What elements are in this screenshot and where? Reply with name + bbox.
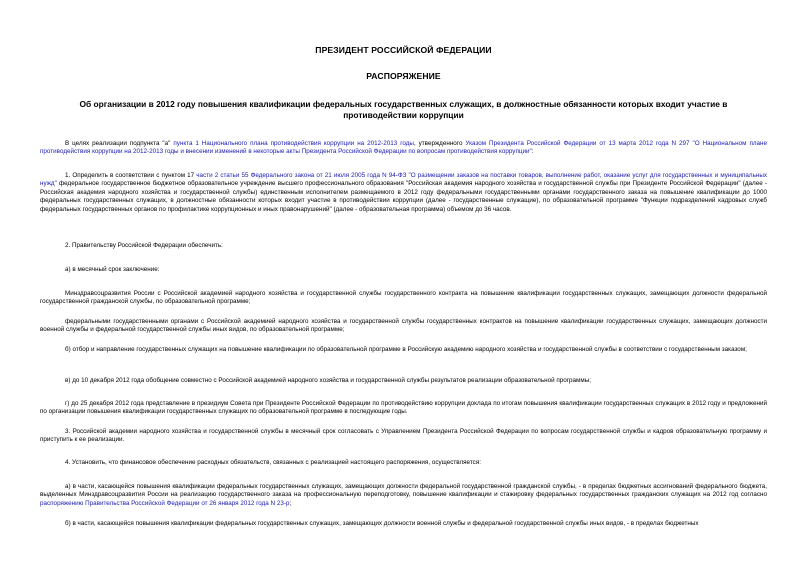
paragraph-4b: б) в части, касающейся повышения квалификации федеральных государственных служащих, замещающих должности военной службы и федеральной государственной службы иных видов, - в пределах бюджетных [65,520,699,527]
paragraph-4a [40,483,767,508]
national-plan-link[interactable]: пункта 1 Национального плана противодействия коррупции на 2012-2013 годы [173,140,414,147]
paragraph-2c: в) до 10 декабря 2012 года обобщение совместно с Российской академией народного хозяйства и государственной службы результатов реализации образовательной программы; [65,377,591,384]
paragraph-4a-text-1: а) в части, касающейся повышения квалификации федеральных государственных служащих, замещающих должности федеральной государственной гражданской службы, - в пределах бюджетных ассигнований федерального бюджета, выделенных Минздравсоцразвития России на реализацию государственного заказа на профессиональную переподготовку, повышение квалификации и стажировку федеральных государственных гражданских служащих на 2012 год согласно [40,483,767,499]
paragraph-2a: а) в месячный срок заключение: [65,266,160,273]
preamble-text-1: В целях реализации подпункта "а" [65,140,174,147]
issuer-heading: ПРЕЗИДЕНТ РОССИЙСКОЙ ФЕДЕРАЦИИ [315,45,492,55]
paragraph-2: 2. Правительству Российской Федерации обеспечить: [65,242,223,249]
paragraph-2a-item-1: Минздравсоцразвития России с Российской академией народного хозяйства и государственной службы государственного контракта на повышение квалификации государственных служащих, замещающих должности федеральной государственной гражданской службы, по образовательной программе; [40,290,767,306]
paragraph-1-text-2: федеральное государственное бюджетное образовательное учреждение высшего профессионального образования "Российская академия народного хозяйства и государственной службы при Президенте Российской Федерации" (далее - Российская академия народного хозяйства и государственной службы) единственным исполнителем размещаемого в 2012 году федеральными государственными органами государственного заказа на повышение квалификации до 1000 федеральных государственных служащих, в должностные обязанности которых входит участие в противодействии коррупции (далее - государственные служащие), по образовательной программе "Функции подразделений кадровых служб федеральных государственных органов по профилактике коррупционных и иных правонарушений" (далее - образовательная программа) объемом до 36 часов. [40,180,767,213]
document-title: Об организации в 2012 году повышения квалификации федеральных государственных служащих, в должностные обязанности которых входит участие в противодействии коррупции [79,99,728,120]
paragraph-1-text-1: 1. Определить в соответствии с пунктом 17 [65,172,197,179]
preamble-text-2: , утвержденного [413,140,466,147]
document-type-heading: РАСПОРЯЖЕНИЕ [366,71,441,81]
preamble-paragraph [40,140,767,157]
government-order-23r-link[interactable]: распоряжению Правительства Российской Федерации от 26 января 2012 года N 23-р [40,499,290,507]
paragraph-4a-text-2: ; [289,499,292,507]
decree-297-link[interactable]: Указом Президента Российской Федерации от 13 марта 2012 года N 297 "О Национальном плане противодействия коррупции на 2012-2013 годы и внесении изменений в некоторые акты Президента Российской Федерации по вопросам противодействия коррупции" [40,140,768,156]
federal-law-94-link[interactable]: части 2 статьи 55 Федерального закона от 21 июля 2005 года N 94-ФЗ "О размещении заказов на поставки товаров, выполнение работ, оказание услуг для государственных и муниципальных нужд" [40,172,767,188]
paragraph-1 [40,172,767,214]
paragraph-2d: г) до 25 декабря 2012 года представление в президиум Совета при Президенте Российской Федерации по противодействию коррупции доклада по итогам повышения квалификации государственных служащих в 2012 году и предложений по организации повышения квалификации государственных служащих по образовательной программе в последующие годы. [40,400,767,416]
paragraph-2a-item-2: федеральными государственными органами с Российской академией народного хозяйства и государственной службы государственных контрактов на повышение квалификации государственных служащих, замещающих должности военной службы и федеральной государственной службы иных видов, по образовательной программе; [40,318,767,334]
paragraph-3: 3. Российской академии народного хозяйства и государственной службы в месячный срок согласовать с Управлением Президента Российской Федерации по вопросам государственной службы и кадров образовательную программу и приступить к ее реализации. [40,428,767,444]
preamble-text-3: : [531,148,534,156]
paragraph-4: 4. Установить, что финансовое обеспечение расходных обязательств, связанных с реализацией настоящего распоряжения, осуществляется: [65,459,481,466]
paragraph-2b: б) отбор и направление государственных служащих на повышение квалификации по образовательной программе в Российскую академию народного хозяйства и государственной службы в соответствии с государственным заказом; [65,346,747,353]
